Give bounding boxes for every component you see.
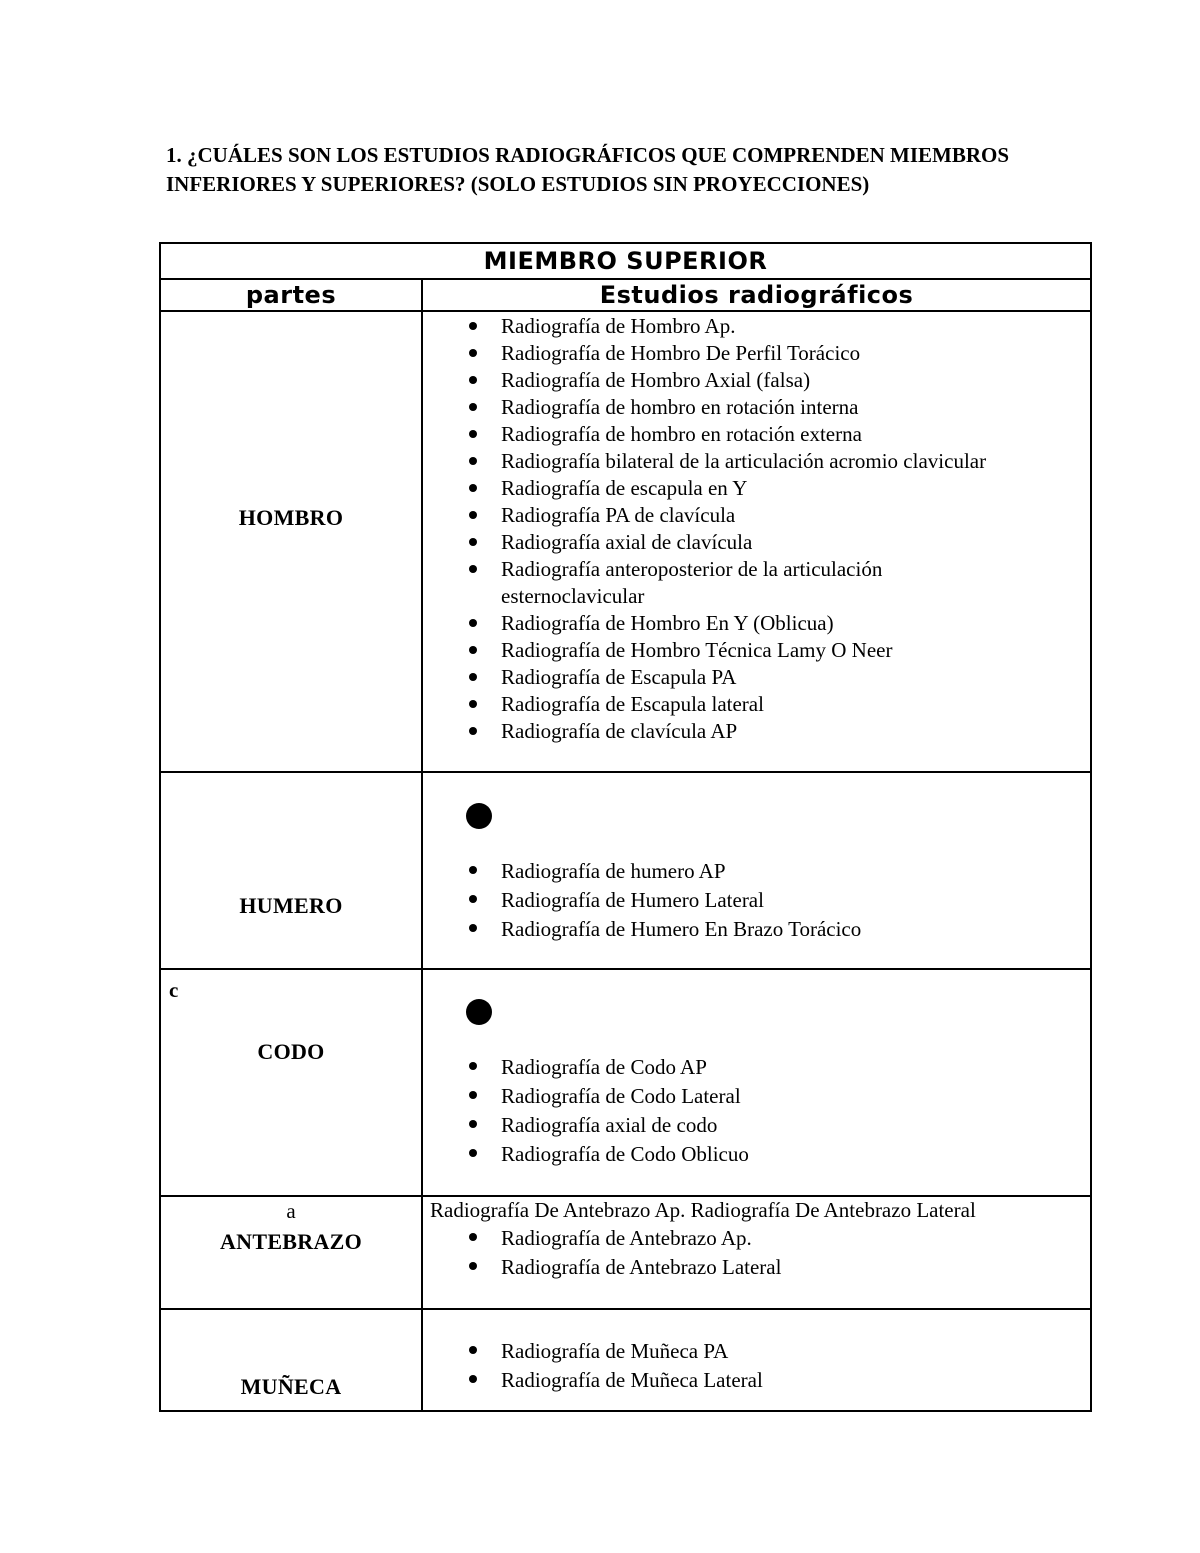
list-item: Radiografía de Muñeca Lateral — [423, 1366, 1090, 1395]
bullet-icon — [469, 1262, 477, 1270]
bullet-icon — [469, 484, 477, 492]
table-row-hombro — [160, 311, 1091, 772]
bullet-icon — [469, 349, 477, 357]
bullet-icon — [469, 538, 477, 546]
table-row-antebrazo — [160, 1196, 1091, 1309]
bullet-icon — [469, 673, 477, 681]
list-item: Radiografía bilateral de la articulación acromio clavicular — [423, 448, 1090, 475]
list-item: Radiografía de Hombro Axial (falsa) — [423, 367, 1090, 394]
section-header-row — [160, 243, 1091, 279]
bullet-icon — [469, 727, 477, 735]
study-cell-humero — [422, 772, 1091, 969]
list-item: Radiografía de Codo Lateral — [423, 1082, 1090, 1111]
bullet-icon — [469, 619, 477, 627]
part-cell-antebrazo — [160, 1196, 422, 1309]
part-name-codo: CODO — [257, 1039, 325, 1064]
part-cell-muneca — [160, 1309, 422, 1411]
bullet-icon — [469, 1149, 477, 1157]
list-item: Radiografía de Antebrazo Ap. — [423, 1224, 1090, 1253]
list-item: Radiografía de Escapula PA — [423, 664, 1090, 691]
part-name-humero: HUMERO — [239, 893, 343, 918]
study-list-hombro — [423, 312, 1090, 745]
part-name-antebrazo: ANTEBRAZO — [219, 1229, 363, 1254]
list-item: Radiografía axial de codo — [423, 1111, 1090, 1140]
bullet-icon — [469, 924, 477, 932]
bullet-icon — [469, 895, 477, 903]
list-item: Radiografía de Codo AP — [423, 1053, 1090, 1082]
part-prefix-antebrazo: a — [286, 1199, 296, 1223]
bullet-icon — [469, 700, 477, 708]
empty-bullet-icon — [466, 999, 492, 1025]
part-prefix-codo: c — [169, 978, 179, 1002]
bullet-icon — [469, 1062, 477, 1070]
study-cell-antebrazo — [422, 1196, 1091, 1309]
column-header-parts: partes — [160, 279, 422, 311]
inline-studies-text: Radiografía De Antebrazo Ap. Radiografía De Antebrazo Lateral — [430, 1198, 976, 1222]
list-item: Radiografía de clavícula AP — [423, 718, 1090, 745]
study-list-humero — [423, 773, 1090, 944]
column-header-studies: Estudios radiográficos — [422, 279, 1091, 311]
part-name-muneca: MUÑECA — [240, 1374, 342, 1399]
bullet-icon — [469, 1091, 477, 1099]
bullet-icon — [469, 376, 477, 384]
bullet-icon — [469, 1346, 477, 1354]
part-name-hombro: HOMBRO — [238, 505, 344, 530]
list-item: Radiografía de hombro en rotación interna — [423, 394, 1090, 421]
study-list-muneca — [423, 1310, 1090, 1395]
bullet-icon — [469, 646, 477, 654]
bullet-icon — [469, 511, 477, 519]
bullet-icon — [469, 1233, 477, 1241]
part-cell-humero — [160, 772, 422, 969]
bullet-icon — [469, 866, 477, 874]
question-heading: 1. ¿CUÁLES SON LOS ESTUDIOS RADIOGRÁFICOS QUE COMPRENDEN MIEMBROS INFERIORES Y SUPERIORES? (SOLO ESTUDIOS SIN PROYECCIONES) — [166, 143, 1010, 196]
table-row-humero — [160, 772, 1091, 969]
bullet-icon — [469, 430, 477, 438]
list-item: Radiografía de Humero Lateral — [423, 886, 1090, 915]
study-cell-hombro — [422, 311, 1091, 772]
list-item: Radiografía de escapula en Y — [423, 475, 1090, 502]
bullet-icon — [469, 565, 477, 573]
bullet-icon — [469, 457, 477, 465]
table-row-codo — [160, 969, 1091, 1196]
list-item: Radiografía de Humero En Brazo Torácico — [423, 915, 1090, 944]
bullet-icon — [469, 322, 477, 330]
list-item: Radiografía PA de clavícula — [423, 502, 1090, 529]
section-title: MIEMBRO SUPERIOR — [160, 243, 1091, 279]
list-item: Radiografía de Muñeca PA — [423, 1337, 1090, 1366]
part-cell-hombro — [160, 311, 422, 772]
study-cell-muneca — [422, 1309, 1091, 1411]
list-item: Radiografía de Hombro Ap. — [423, 313, 1090, 340]
part-cell-codo — [160, 969, 422, 1196]
bullet-icon — [469, 1375, 477, 1383]
column-header-row — [160, 279, 1091, 311]
bullet-icon — [469, 1120, 477, 1128]
list-item: Radiografía de Antebrazo Lateral — [423, 1253, 1090, 1282]
list-item: Radiografía de Hombro En Y (Oblicua) — [423, 610, 1090, 637]
bullet-icon — [469, 403, 477, 411]
table-row-muneca — [160, 1309, 1091, 1411]
study-list-antebrazo — [423, 1224, 1090, 1282]
study-cell-codo — [422, 969, 1091, 1196]
list-item: Radiografía de Codo Oblicuo — [423, 1140, 1090, 1169]
list-item: Radiografía anteroposterior de la articulación esternoclavicular — [423, 556, 941, 610]
list-item: Radiografía de humero AP — [423, 857, 1090, 886]
list-item: Radiografía de Hombro Técnica Lamy O Neer — [423, 637, 1090, 664]
study-list-codo — [423, 970, 1090, 1169]
empty-bullet-icon — [466, 803, 492, 829]
list-item: Radiografía de Escapula lateral — [423, 691, 1090, 718]
studies-table — [159, 242, 1092, 1412]
list-item: Radiografía axial de clavícula — [423, 529, 1090, 556]
list-item: Radiografía de hombro en rotación externa — [423, 421, 1090, 448]
list-item: Radiografía de Hombro De Perfil Torácico — [423, 340, 1090, 367]
